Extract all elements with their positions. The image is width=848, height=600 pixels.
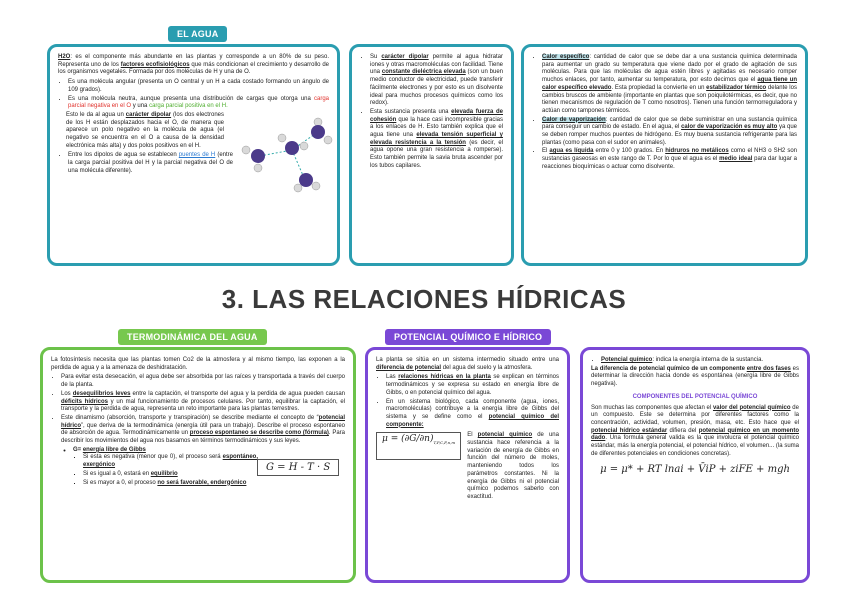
thermo-card [40,347,356,583]
text: (los dos electrones de los H están desplazados hacia el O, de manera que aparece un polo negativo en la molécula de agua (el negativo se encuentra en el O a causa de la densidad electrónica más alta) y dos polos positivos en el H. [66,111,224,149]
term: proceso espontaneo se describe como (fórmula) [189,430,329,437]
text: de una sustancia hace referencia a la variación de energía de Gibbs en función del número de moles, manteniendo todos los parámetros constantes. Ni la energía de Gibbs ni el potencial químico podemos saberlo con exactitud. [467,432,559,500]
term: relaciones hídricas en la planta [398,374,491,381]
text: T,P,C,F,n,m [433,440,456,446]
text: Este dinamismo (absorción, transporte y transpiración) se describe mediante el concepto de “ [61,414,319,421]
thermo-intro: La fotosíntesis necesita que las plantas tomen Co2 de la atmosfera y al mismo tiempo, las exponen a la perdida de agua y a la amenaza de deshidratación. [51,357,345,371]
text: delante los cambios bruscos de ambiente (importante en plantas que son poiquilotérmicas, es decir, que no tienen mecanismos de regulación de T como nosotros). Tienen una función termorreguladora y actúan como tampones térmicos. [542,84,797,114]
text: (entre la carga parcial positiva del H y la parcial negativa del O de una molécula diferente). [68,152,233,174]
list-item: • Es una molécula angular (presenta un O central y un H a cada costado formando un ángulo de 109 grados). [68,79,329,94]
gibbs-section [51,447,345,488]
text: ”, que deriva de la termodinámica (energía útil para un trabajo). Describe el proceso espontaneo de absorción de agua. Termodinámicamente un [61,422,345,437]
text: difiera del [667,427,699,434]
potential-card-1 [365,347,570,583]
text: G= [73,446,83,453]
water-intro [58,54,329,77]
text: como el NH3 o SH2 son sustancias gaseosas en este rango de T. Por lo que el agua es el [542,148,797,163]
list-item [68,96,329,111]
text: (son un buen medio conductor de electricidad, puede transferir fácilmente electrones y por esto es un disolvente ideal para muchos procesos químicos como los redox). [370,69,503,107]
components-text [591,405,799,459]
text: Es una molécula neutra, aunque presenta una distribución de cargas que otorga una [68,95,314,102]
text: que la hace casi incompresible gracias a los enlaces de H. Esto también explica que el agua tiene una [370,116,503,139]
term: carácter dipolar [381,54,429,60]
text: se explican en términos termodinámicos y se expresa su estado en energía libre de Gibbs, o en potencial químico del agua. [386,374,560,396]
term: agua es líquida [549,148,594,155]
text: La planta se sitúa en un sistema intermedio situado entre una [376,357,559,363]
text: entre la captación, el transporte del agua y la perdida de agua pueden causan [130,390,346,397]
term: potencial químico del componente: [386,413,560,428]
text: Si es mayor a 0, el proceso [83,479,158,486]
term: valor del potencial químico [712,404,791,411]
list-item [386,374,559,397]
tag-el-agua: EL AGUA [168,26,227,42]
water-molecules-image [230,116,335,200]
term: calor de vaporización es muy alto [681,124,778,131]
text: : cantidad de calor que se debe dar a una sustancia química determinada para aumentar un grado su temperatura que viene dado por el grado de agitación de sus moléculas. Para que las moléculas de agua estén libres y agitadas es necesario romper muchos enlaces, por tanto, aumentar su temperatura, por esto decimos que el [542,54,797,84]
potential-intro [376,357,559,372]
text: μ = (∂G/∂n) [382,434,434,445]
term: Calor específico [542,54,590,60]
text: puentes de H [178,152,216,159]
thermo-list [51,374,345,445]
term: diferencia de potencial [376,364,442,371]
tag-potencial-quimico: POTENCIAL QUÍMICO E HÍDRICO [385,329,551,345]
term: espontáneo, exergónico [83,454,258,469]
term: energía libre de Gibbs [82,446,146,453]
list-item [61,415,345,446]
text: entre 0 y 100 grados. En [593,148,666,155]
gibbs-list [51,447,258,488]
text: : cantidad de calor que se debe suministrar en una sustancia química para conseguir un cambio de estado. En el agua, el [542,116,797,131]
text: es determinar la dirección hacia donde es espontánea (energía libre de Gibbs negativa). [591,365,799,388]
chemical-potential-text [467,432,559,501]
term: hidruros no metálicos [665,148,729,155]
text: Esta sustancia presenta una [370,108,452,115]
term: elevada tensión superficial y elevada resistencia a la tensión [370,132,504,146]
term: Potencial químico [601,357,653,363]
text: . Para describir los movimientos del agua nos basamos en términos termodinámicos y sus leyes. [61,430,345,445]
list-item [61,391,345,414]
h2o-term: H2O [58,54,71,60]
text: ya que se deben romper muchos puentes de hidrógeno. Es muy buena sustancia refrigerante para las plantas (como pasa con el sudor en animales). [542,124,797,146]
text: y un mal funcionamiento de procesos celulares. Por tanto, equilibrar la captación, el transporte y la perdida de agua, representa un reto importante para las plantas terrestres. [61,398,346,413]
text: permite al agua hidratar iones y otras macromoléculas con facilidad. Tiene una [370,54,503,76]
text: En un sistema biológico, cada componente (agua, iones, macromoléculas) contribuye a la energía libre de Gibbs del sistema y se define como el [386,398,559,420]
term: potencial hídrico [61,414,345,429]
text: . Una formula general valida es la que involucra el potencial químico estándar, más la energía potencial, el potencial hídrico, el volumen... (la suma de diferentes potenciales en condiciones concretas). [591,435,799,457]
term: potencial hídrico estándar [591,427,668,434]
term: no será favorable, endergónico [157,479,247,486]
text: que más condicionan el crecimiento y desarrollo de los organismos vegetales. Formada por dos moléculas de H y una de O. [58,61,329,76]
water-card-3 [521,44,808,266]
water-card-1 [47,44,340,266]
list-item [542,54,797,116]
text: Su [370,54,382,60]
dipole-text [66,112,224,151]
potential-list [376,374,559,429]
list-item [386,399,559,430]
text: Las [386,374,399,381]
text: La diferencia de potencial químico de un componente [591,365,747,372]
term: Calor de vaporización [542,116,606,123]
tag-termodinamica: TERMODINÁMICA DEL AGUA [118,329,267,345]
water-list-3 [360,54,503,171]
term: medio ideal [719,156,753,163]
term: constante dieléctrica elevada [381,69,466,76]
potential-card-2 [580,347,810,583]
list-item [83,454,258,469]
text: y una [131,103,150,110]
water-list-4 [532,54,797,172]
text: . Esta propiedad la convierte en un [611,84,707,91]
text: Entre los dipolos de agua se establecen [68,152,179,159]
list-item [542,117,797,148]
list-item [542,148,797,171]
term: agua tiene un calor específico elevado [542,77,798,91]
list-item: • Para evitar esta desecación, el agua debe ser absorbida por las raíces y transportada a través del cuerpo de la planta. [61,374,345,389]
list-item [601,357,799,365]
term: potencial químico en un momento dado [591,427,799,442]
term: estabilizador térmico [706,84,767,91]
list-item [68,152,233,175]
gibbs-formula: G = H - T · S [257,459,339,477]
term: carácter dipolar [125,111,172,118]
text: para dar lugar a reacciones bioquímicas o actuar como disolvente. [542,156,797,170]
text: (es decir, el agua opone una gran resistencia a romperse). Esto también permite la savia bruta ascender por los tubos capilares. [370,139,503,169]
components-title: COMPONENTES DEL POTENCIAL QUÍMICO [632,393,758,400]
term: potencial químico [477,432,533,439]
text: carga parcial negativa en el O [68,95,329,110]
general-formula: μ = μ* + RT lnai + V̄iP + ziFE + mgh [600,464,790,476]
term: factores ecofisiológicos [120,61,190,68]
text: Si esta es negativa (menor que 0), el proceso será [83,454,223,461]
list-item [83,471,258,479]
text: Esto le da al agua un [66,111,126,118]
list-item [370,54,503,108]
text: : indica la energía interna de la sustancia. [652,357,764,363]
text: Son muchas las componentes que afectan el [591,404,713,411]
text: carga parcial positiva en el H. [149,103,228,110]
text: El [542,148,550,155]
potential-phase-text [591,366,799,389]
water-list-1 [58,79,329,111]
list-item [370,109,503,171]
potential-list-2 [591,357,799,365]
text: El [467,432,478,439]
term: desequilibrios leves [72,390,131,397]
term: entre dos fases [746,365,791,372]
water-card-2 [349,44,514,266]
term: equilibrio [150,470,178,477]
list-item [83,480,258,488]
dipole-section [58,112,329,176]
term: déficits hídricos [61,398,109,405]
text: Los [61,390,73,397]
page-title: 3. LAS RELACIONES HÍDRICAS [221,284,627,314]
text: del agua del suelo y la atmosfera. [441,364,533,371]
text: de un compuesto. Este se determina por diferentes factores como la concentración, actividad, volumen, presión, masa, etc. Esto hace que el [591,404,799,426]
water-list-2 [58,152,233,175]
text: Si es igual a 0, estará en [83,470,151,477]
term: elevada fuerza de cohesión [370,108,503,123]
gibbs-sublist [73,454,258,487]
list-item [73,447,258,488]
chemical-potential-row [376,432,559,503]
text: : es el componente más abundante en las plantas y corresponde a un 80% de su peso. Representa uno de los [58,54,329,68]
chemical-potential-formula [376,432,461,460]
